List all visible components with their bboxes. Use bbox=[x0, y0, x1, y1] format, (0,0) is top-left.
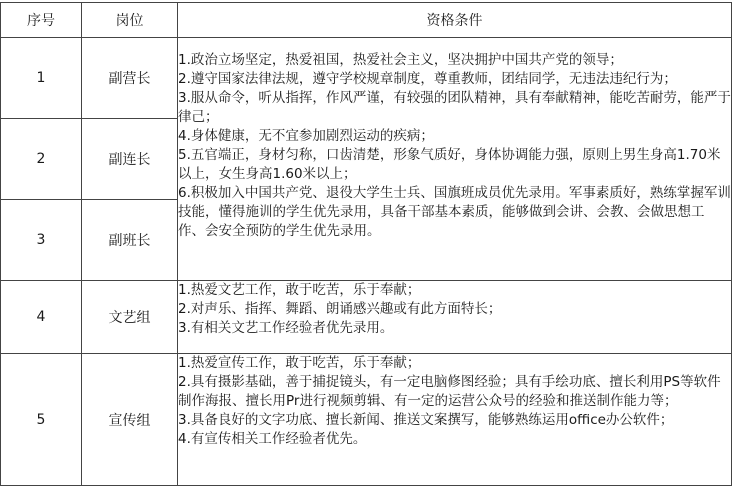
row-position: 宣传组 bbox=[82, 354, 178, 486]
arts-requirements-cell bbox=[178, 281, 732, 354]
row-position: 副班长 bbox=[82, 200, 178, 281]
row-number: 5 bbox=[1, 354, 82, 486]
requirement-line: 3.具备良好的文字功底、擅长新闻、推送文案撰写，能够熟练运用office办公软件； bbox=[178, 412, 674, 428]
requirement-line: 6.积极加入中国共产党、退役大学生士兵、国旗班成员优先录用。军事素质好，熟练掌握军训技能，懂得施训的学生优先录用，具备干部基本素质，能够做到会讲、会教、会做思想工作、会安全预防的学生优先录用。 bbox=[178, 185, 731, 239]
header-requirements: 资格条件 bbox=[178, 3, 732, 38]
requirement-line: 2.遵守国家法律法规，遵守学校规章制度，尊重教师，团结同学，无违法违纪行为； bbox=[178, 71, 677, 87]
requirement-line: 1.政治立场坚定，热爱祖国，热爱社会主义，坚决拥护中国共产党的领导； bbox=[178, 52, 623, 68]
requirement-line: 1.热爱文艺工作，敢于吃苦，乐于奉献； bbox=[178, 282, 421, 298]
requirement-line: 3.有相关文艺工作经验者优先录用。 bbox=[178, 320, 394, 336]
requirement-line: 4.有宣传相关工作经验者优先。 bbox=[178, 431, 367, 447]
requirement-line: 3.服从命令，听从指挥，作风严谨，有较强的团队精神，具有奉献精神，能吃苦耐劳，能严于律己； bbox=[178, 90, 731, 125]
requirement-line: 2.对声乐、指挥、舞蹈、朗诵感兴趣或有此方面特长； bbox=[178, 301, 502, 317]
requirement-line: 5.五官端正，身材匀称，口齿清楚，形象气质好，身体协调能力强，原则上男生身高1.70米以上，女生身高1.60米以上； bbox=[178, 147, 721, 182]
row-number: 3 bbox=[1, 200, 82, 281]
row-position: 副营长 bbox=[82, 38, 178, 119]
requirements-table bbox=[0, 2, 732, 486]
header-number: 序号 bbox=[1, 3, 82, 38]
table-row bbox=[1, 281, 732, 354]
header-position: 岗位 bbox=[82, 3, 178, 38]
table-row bbox=[1, 38, 732, 119]
row-position: 副连长 bbox=[82, 119, 178, 200]
requirement-line: 1.热爱宣传工作，敢于吃苦，乐于奉献； bbox=[178, 355, 421, 371]
requirement-line: 2.具有摄影基础，善于捕捉镜头，有一定电脑修图经验；具有手绘功底、擅长利用PS等软件制作海报、擅长用Pr进行视频剪辑、有一定的运营公众号的经验和推送制作能力等； bbox=[178, 374, 721, 409]
row-number: 1 bbox=[1, 38, 82, 119]
publicity-requirements-cell bbox=[178, 354, 732, 486]
row-number: 4 bbox=[1, 281, 82, 354]
table-row bbox=[1, 354, 732, 486]
officer-requirements-cell bbox=[178, 38, 732, 281]
row-number: 2 bbox=[1, 119, 82, 200]
header-row bbox=[1, 3, 732, 38]
requirement-line: 4.身体健康，无不宜参加剧烈运动的疾病； bbox=[178, 128, 434, 144]
row-position: 文艺组 bbox=[82, 281, 178, 354]
